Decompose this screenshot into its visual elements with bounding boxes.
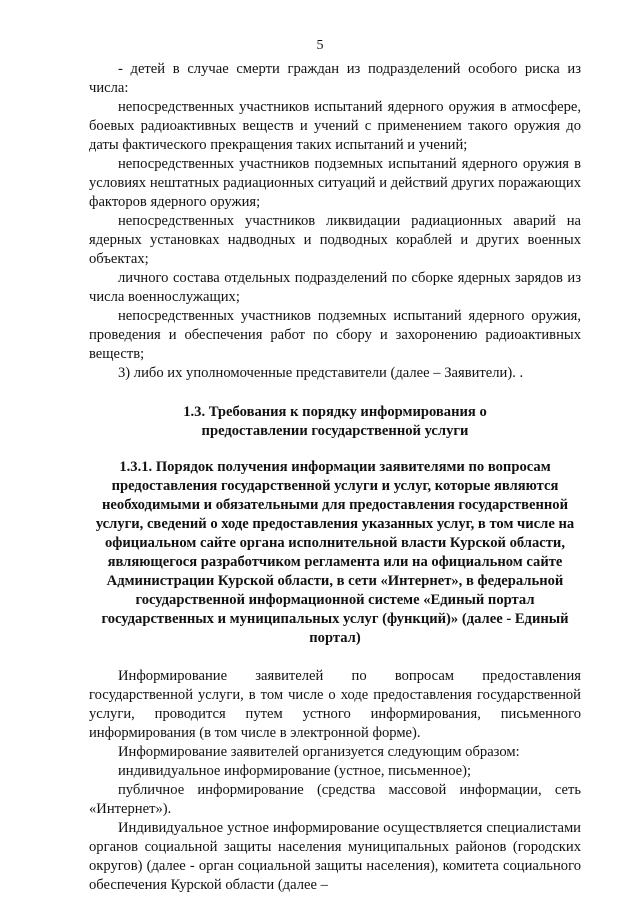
paragraph: Индивидуальное устное информирование осуществляется специалистами органов социальной защиты населения муниципальных районов (городских округов) (далее - орган социальной защиты населения), комитета социального обеспечения Курской области (далее –: [89, 820, 581, 893]
paragraph: Информирование заявителей организуется следующим образом:: [118, 744, 520, 760]
page-number: 5: [316, 38, 324, 53]
paragraph: индивидуальное информирование (устное, письменное);: [118, 763, 472, 779]
paragraph: публичное информирование (средства массовой информации, сеть «Интернет»).: [89, 782, 581, 817]
paragraph: 3) либо их уполномоченные представители (далее – Заявители). .: [118, 365, 524, 381]
paragraph: непосредственных участников подземных испытаний ядерного оружия, проведения и обеспечения работ по сбору и захоронению радиоактивных веществ;: [89, 308, 581, 362]
subsection-heading: 1.3.1. Порядок получения информации заявителями по вопросам предоставления государственной услуги и услуг, которые являются необходимыми и обязательными для предоставления государственной услуги, сведений о ходе предоставления указанных услуг, в том числе на официальном сайте органа исполнительной власти Курской области, являющегося разработчиком регламента или на официальном сайте Администрации Курской области, в сети «Интернет», в федеральной государственной информационной системе «Единый портал государственных и муниципальных услуг (функций)» (далее - Единый портал): [95, 459, 575, 646]
document-body: [89, 60, 581, 895]
paragraph: непосредственных участников ликвидации радиационных аварий на ядерных установках надводных и подводных кораблей и других военных объектах;: [89, 213, 581, 267]
paragraph: непосредственных участников испытаний ядерного оружия в атмосфере, боевых радиоактивных веществ и учений с применением такого оружия до даты фактического прекращения таких испытаний и учений;: [89, 99, 581, 153]
paragraph: - детей в случае смерти граждан из подразделений особого риска из числа:: [89, 61, 581, 96]
paragraph: непосредственных участников подземных испытаний ядерного оружия в условиях нештатных радиационных ситуаций и действий других поражающих факторов ядерного оружия;: [89, 156, 581, 210]
section-heading: 1.3. Требования к порядку информирования о предоставлении государственной услуги: [183, 404, 487, 439]
paragraph: личного состава отдельных подразделений по сборке ядерных зарядов из числа военнослужащих;: [89, 270, 581, 305]
paragraph: Информирование заявителей по вопросам предоставления государственной услуги, в том числе о ходе предоставления государственной услуги, проводится путем устного информирования, письменного информирования (в том числе в электронной форме).: [89, 668, 581, 741]
